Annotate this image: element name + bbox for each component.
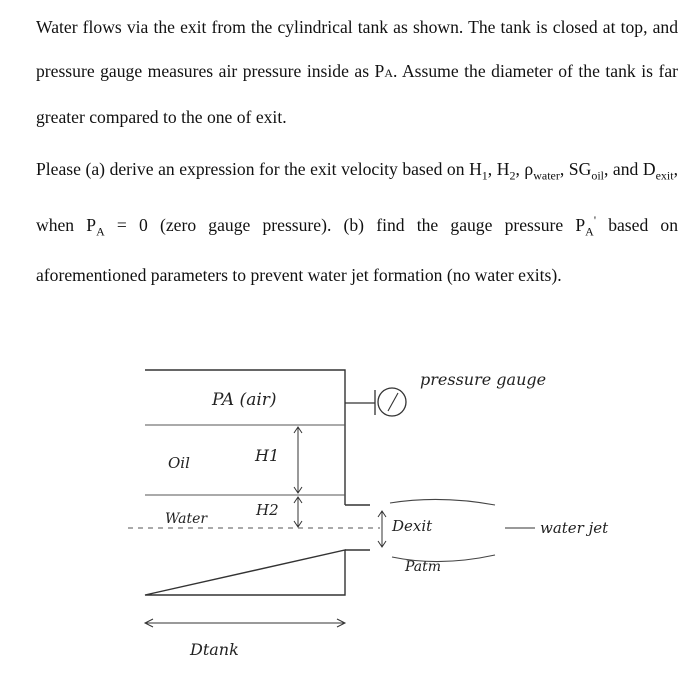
- problem-paragraph-2: [36, 147, 678, 297]
- p2-text-5: , and D: [603, 159, 656, 179]
- p2-sub-4: oil: [591, 168, 604, 183]
- oil-label: Oil: [168, 454, 190, 472]
- p2-sub-3: water: [533, 168, 560, 183]
- problem-paragraph-1: [36, 5, 678, 139]
- gauge-connector: [345, 390, 375, 415]
- air-pressure-label: PA (air): [212, 390, 277, 410]
- jet-upper-curve: [390, 499, 495, 505]
- dtank-label: Dtank: [190, 640, 239, 659]
- patm-label: Patm: [405, 559, 442, 575]
- gauge-needle-icon: [388, 393, 398, 411]
- p2-text-2: , H: [487, 159, 510, 179]
- p1-text-a: Water flows via the exit from the cylindrical tank as shown. The tank is closed at top, and pressure gauge measures air pressure inside as P: [36, 17, 678, 81]
- p2-sub-2: 2: [509, 168, 516, 183]
- p2-sub-6: A: [96, 223, 105, 238]
- tank-figure: [120, 345, 640, 675]
- water-jet-label: water jet: [540, 519, 609, 537]
- p2-sub-7: A: [585, 223, 594, 238]
- p2-text-6: , when P: [36, 159, 679, 235]
- p1-text-b: . Assume the diameter of the tank is far greater compared to the one of exit.: [36, 61, 678, 127]
- p1-sub-a: A: [384, 66, 394, 80]
- p2-text-8: based on aforementioned parameters to prevent water jet formation (no water exits).: [36, 214, 679, 285]
- water-label: Water: [165, 511, 208, 527]
- p2-sup-7: ': [593, 212, 597, 227]
- h1-label: H1: [255, 446, 280, 465]
- p2-sub-1: 1: [481, 168, 488, 183]
- p2-text-3: , ρ: [515, 159, 534, 179]
- p2-text-4: , SG: [559, 159, 592, 179]
- p2-text-7: = 0 (zero gauge pressure). (b) find the gauge pressure P: [104, 214, 586, 235]
- pressure-gauge-icon: [378, 388, 406, 416]
- p2-sub-5: exit: [655, 168, 674, 183]
- h2-label: H2: [256, 501, 279, 519]
- p2-text-1: Please (a) derive an expression for the exit velocity based on H: [36, 159, 482, 179]
- dexit-label: Dexit: [392, 517, 433, 535]
- gauge-label: pressure gauge: [420, 370, 547, 389]
